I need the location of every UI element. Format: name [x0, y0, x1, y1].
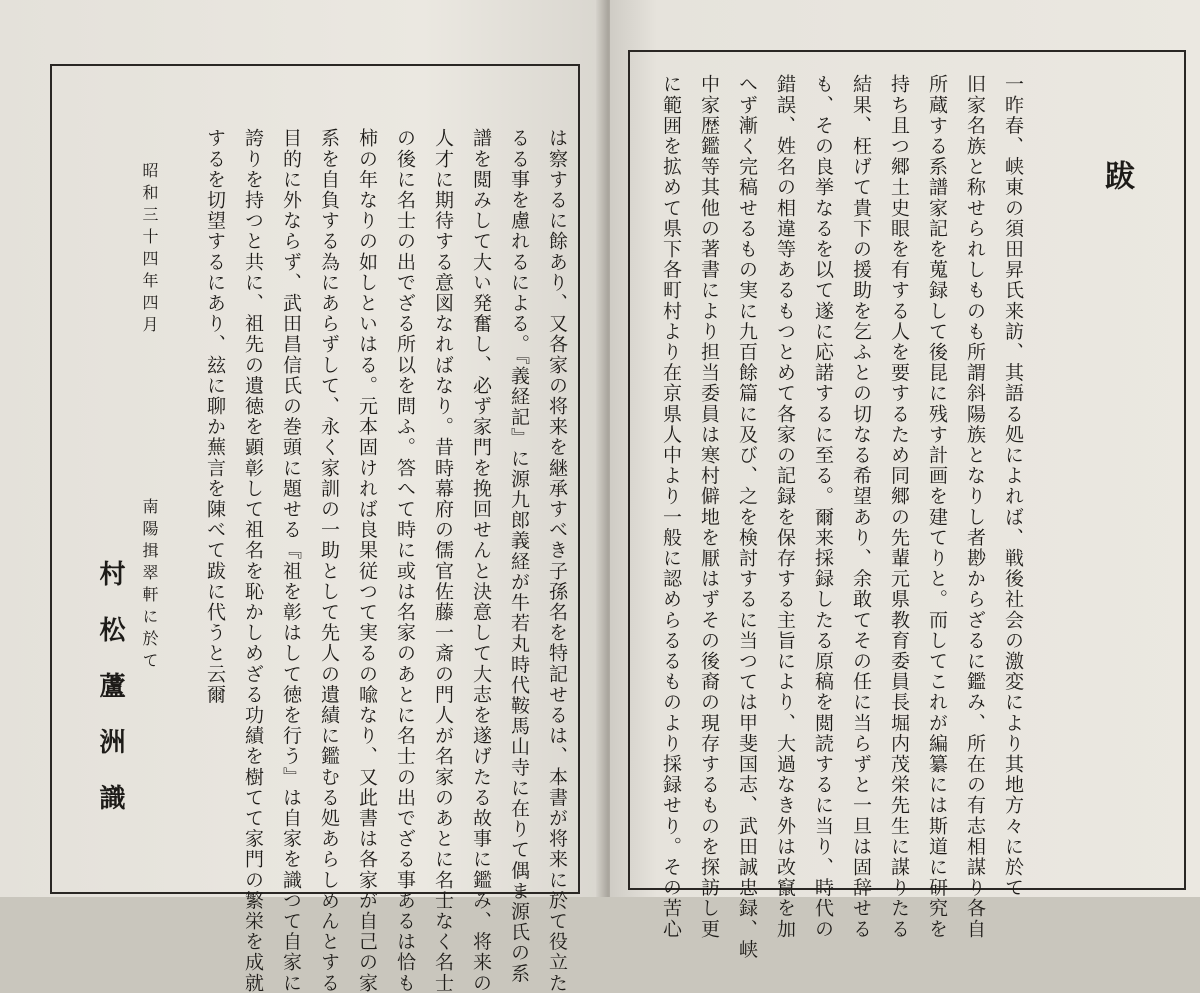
right-text-column: へず漸く完稿せるもの実に九百餘篇に及び、之を検討するに当つては甲斐国志、武田誠忠録、峡	[736, 74, 758, 960]
left-text-column: 譜を閲みして大い発奮し、必ず家門を挽回せんと決意して大志を遂げたる故事に鑑み、将来の	[470, 128, 492, 993]
right-text-column: 持ち且つ郷土史眼を有する人を要するため同郷の先輩元県教育委員長堀内茂栄先生に謀りたる	[888, 74, 910, 940]
left-text-column: 誇りを持つと共に、祖先の遺徳を顕彰して祖名を恥かしめざる功績を樹てて家門の繁栄を成就	[242, 128, 264, 993]
right-page	[610, 0, 1200, 960]
right-text-column: 錯誤、姓名の相違等あるもつとめて各家の記録を保存する主旨により、大過なき外は改竄を加	[774, 74, 796, 940]
left-text-column: の後に名士の出でざる所以を問ふ。答へて時に或は名家のあとに名士の出でざる事あるは恰も	[394, 128, 416, 993]
section-heading: 跋	[1099, 160, 1134, 192]
left-text-column: 人才に期待する意図なればなり。昔時幕府の儒官佐藤一斎の門人が名家のあとに名士なく名士	[432, 128, 454, 993]
left-text-column: 柿の年なりの如しといはる。元本固ければ良果従つて実るの喩なり、又此書は各家が自己の家	[356, 128, 378, 993]
left-text-column: は察するに餘あり、又各家の将来を継承すべき子孫名を特記せるは、本書が将来に於て役立た	[546, 128, 568, 993]
left-text-column: するを切望するにあり、玆に聊か蕪言を陳べて跋に代うと云爾	[204, 128, 226, 705]
right-text-column: に範囲を拡めて県下各町村より在京県人中より一般に認めらるるものより採録せり。その苦心	[660, 74, 682, 940]
right-text-column: 所蔵する系譜家記を蒐録して後昆に残す計画を建てりと。而してこれが編纂には斯道に研究を	[926, 74, 948, 940]
right-text-column: も、その良挙なるを以て遂に応諾するに至る。爾来採録したる原稿を閲読するに当り、時代の	[812, 74, 834, 940]
left-text-column: 系を自負する為にあらずして、永く家訓の一助として先人の遺績に鑑むる処あらしめんとする	[318, 128, 340, 993]
right-text-column: 中家歴鑑等其他の著書により担当委員は寒村僻地を厭はずその後裔の現存するものを探訪し更	[698, 74, 720, 940]
right-text-column: 結果、枉げて貴下の援助を乞ふとの切なる希望あり、余敢てその任に当らずと一旦は固辞せる	[850, 74, 872, 940]
left-text-column: 目的に外ならず、武田昌信氏の巻頭に題せる『祖を彰はして徳を行う』は自家を識つて自家に	[280, 128, 302, 993]
author-signature: 村松蘆洲識	[95, 560, 125, 840]
right-text-column: 旧家名族と称せられしものも所謂斜陽族となりし者尠からざるに鑑み、所在の有志相謀り各自	[964, 74, 986, 940]
left-text-column: るる事を慮れるによる。『義経記』に源九郎義経が牛若丸時代鞍馬山寺に在りて偶ま源氏の系	[508, 128, 530, 984]
right-text-column: 一昨春、峡東の須田昇氏来訪、其語る処によれば、戦後社会の激変により其地方々に於て	[1002, 74, 1024, 898]
date-line: 昭和三十四年四月	[140, 162, 159, 338]
place-line: 南陽揖翠軒に於て	[140, 498, 159, 674]
